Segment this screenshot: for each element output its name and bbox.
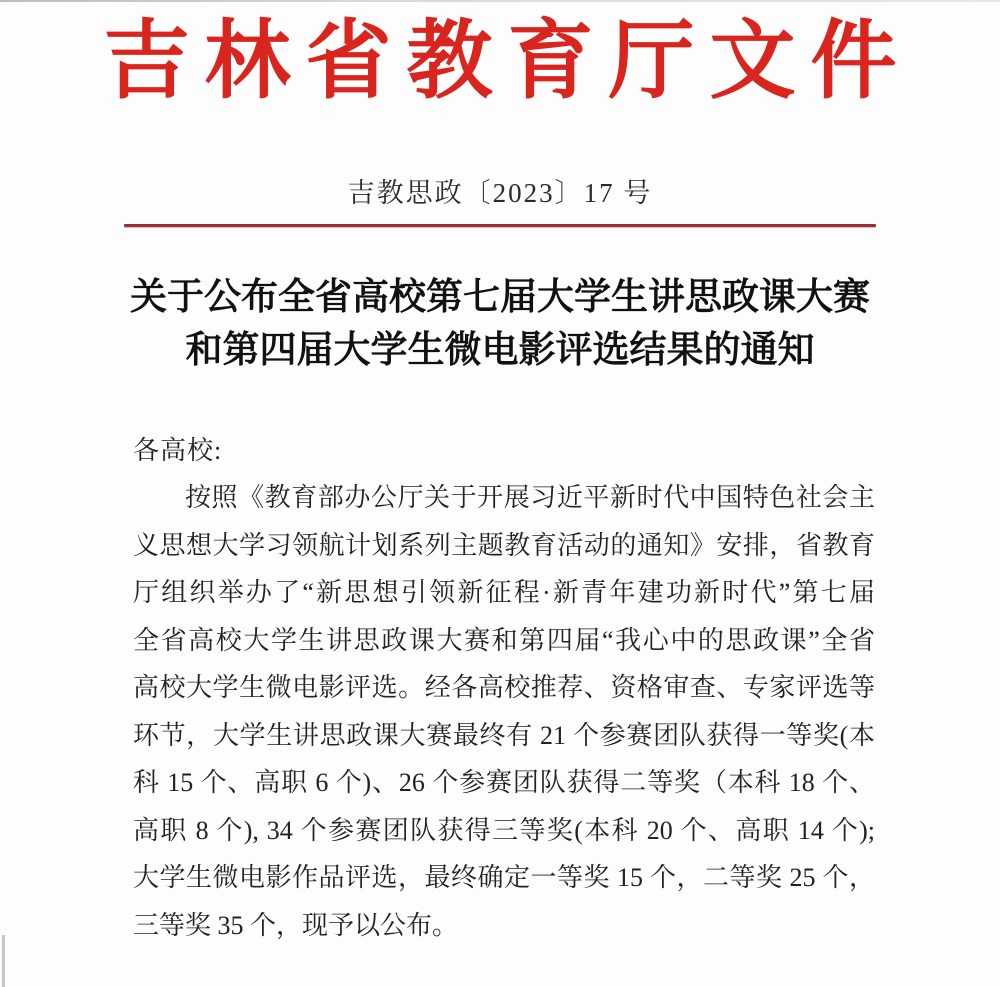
- body-line: 高校大学生微电影评选。经各高校推荐、资格审查、专家评选等: [133, 673, 875, 703]
- body-line: 科 15 个、高职 6 个)、26 个参赛团队获得二等奖（本科 18 个、: [133, 768, 875, 798]
- body-line: 大学生微电影作品评选，最终确定一等奖 15 个，二等奖 25 个，: [133, 863, 875, 893]
- body-line: 高职 8 个), 34 个参赛团队获得三等奖(本科 20 个、高职 14 个);: [133, 815, 875, 845]
- body-paragraph: [133, 474, 875, 949]
- body-line: 按照《教育部办公厅关于开展习近平新时代中国特色社会主: [185, 483, 875, 513]
- document-number: 吉教思政〔2023〕17 号: [347, 177, 653, 208]
- body-line: 三等奖 35 个，现予以公布。: [133, 910, 459, 940]
- document-title: [0, 271, 1000, 377]
- document-title-line1: 关于公布全省高校第七届大学生讲思政课大赛: [130, 276, 870, 318]
- body-line: 环节，大学生讲思政课大赛最终有 21 个参赛团队获得一等奖(本: [133, 720, 875, 750]
- notice-body: [133, 427, 875, 950]
- agency-letterhead: 吉林省教育厅文件: [103, 13, 912, 109]
- photo-edge-bottom-left: [2, 935, 5, 987]
- body-line: 义思想大学习领航计划系列主题教育活动的通知》安排，省教育: [133, 530, 875, 560]
- red-divider-line: [124, 224, 876, 227]
- document-title-line2: 和第四届大学生微电影评选结果的通知: [185, 329, 815, 371]
- body-line: 全省高校大学生讲思政课大赛和第四届“我心中的思政课”全省: [133, 625, 875, 655]
- photo-edge-top: [0, 0, 1000, 2]
- salutation: 各高校:: [133, 435, 223, 465]
- body-line: 厅组织举办了“新思想引领新征程·新青年建功新时代”第七届: [133, 578, 875, 608]
